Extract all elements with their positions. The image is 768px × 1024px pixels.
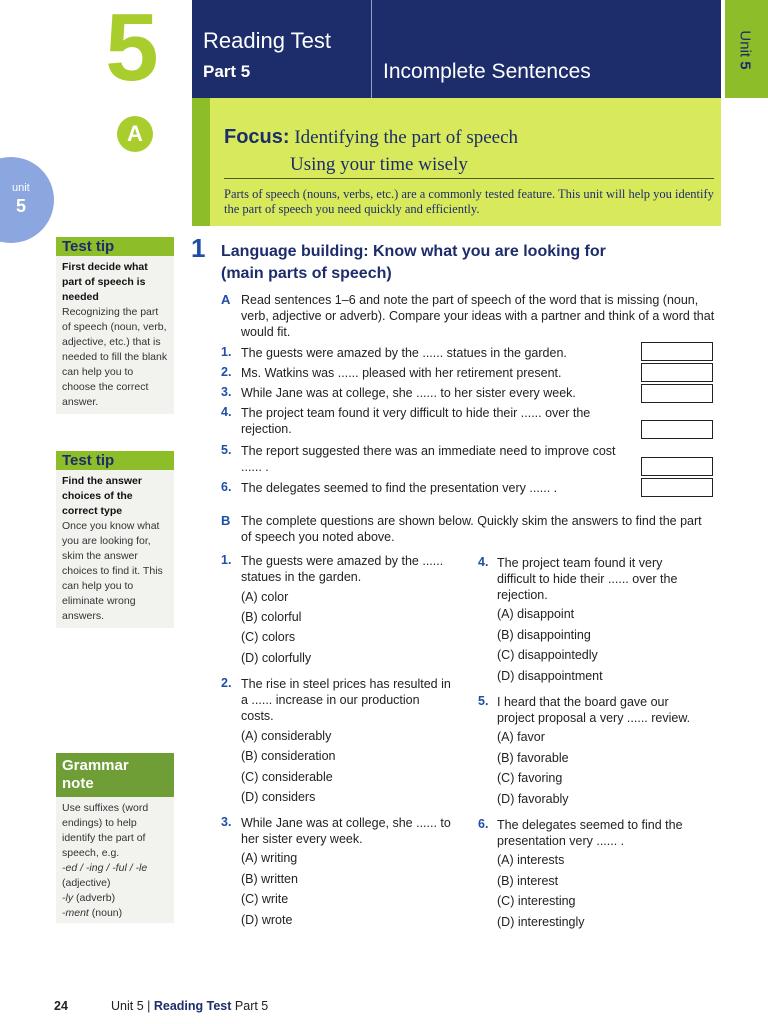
answer-option[interactable]: (D) colorfully — [241, 651, 312, 665]
answer-option[interactable]: (D) interestingly — [497, 915, 585, 929]
answer-option[interactable]: (A) considerably — [241, 729, 332, 743]
tip-bold: Find the answer choices of the correct type — [62, 475, 142, 517]
item-number: 4. — [221, 405, 232, 419]
answer-option[interactable]: (B) consideration — [241, 749, 336, 763]
test-tip-2 — [56, 451, 174, 628]
item-text: Ms. Watkins was ...... pleased with her retirement present. — [241, 366, 562, 380]
tip-bold: First decide what part of speech is needed — [62, 261, 148, 303]
answer-option[interactable]: (C) interesting — [497, 894, 576, 908]
part-a-instructions: Read sentences 1–6 and note the part of speech of the word that is missing (noun, verb, adjective or adverb). Compare your ideas with a partner and think of a word that would fit. — [241, 293, 715, 339]
question-number: 1. — [221, 553, 232, 567]
tip-heading: Test tip — [56, 237, 174, 256]
answer-option[interactable]: (C) disappointedly — [497, 648, 598, 662]
question-number: 6. — [478, 817, 489, 831]
test-tip-1 — [56, 237, 174, 414]
exercise-title: Language building: Know what you are looking for (main parts of speech) — [221, 243, 606, 282]
focus-subtitle: Using your time wisely — [290, 154, 468, 175]
item-text: The delegates seemed to find the presentation very ...... . — [241, 481, 558, 495]
page-number: 24 — [54, 999, 68, 1013]
header-section-title: Incomplete Sentences — [383, 60, 591, 83]
answer-option[interactable]: (B) written — [241, 872, 298, 886]
answer-option[interactable]: (B) colorful — [241, 610, 302, 624]
answer-box[interactable] — [641, 457, 713, 476]
grammar-note: Grammar note Use suffixes (word endings) to help identify the part of speech, e.g. -ed / -ing / -ful / -le (adjective) -ly (adverb) -ment (noun) — [56, 753, 174, 923]
answer-box[interactable] — [641, 363, 713, 382]
footer-running-head: Unit 5 | Reading Test Part 5 — [111, 999, 269, 1013]
answer-box[interactable] — [641, 342, 713, 361]
part-b-instructions: The complete questions are shown below. Quickly skim the answers to find the part of speech you noted above. — [241, 514, 702, 544]
answer-option[interactable]: (C) write — [241, 892, 289, 906]
question-number: 3. — [221, 815, 232, 829]
item-number: 3. — [221, 385, 232, 399]
answer-option[interactable]: (C) colors — [241, 630, 296, 644]
question-text: The rise in steel prices has resulted in a ...... increase in our production costs. — [241, 677, 451, 723]
answer-option[interactable]: (C) considerable — [241, 770, 333, 784]
question-number: 5. — [478, 694, 489, 708]
header-part: Part 5 — [203, 62, 251, 81]
question-text: The delegates seemed to find the presentation very ...... . — [497, 818, 683, 848]
answer-option[interactable]: (D) considers — [241, 790, 316, 804]
part-a-label: A — [221, 292, 231, 307]
answer-option[interactable]: (A) favor — [497, 730, 545, 744]
answer-option[interactable]: (B) disappointing — [497, 628, 591, 642]
part-b-label: B — [221, 513, 231, 528]
unit-bubble-number: 5 — [16, 196, 27, 216]
answer-box[interactable] — [641, 384, 713, 403]
tip-heading: Test tip — [56, 451, 174, 470]
question-number: 4. — [478, 555, 489, 569]
item-text: While Jane was at college, she ...... to her sister every week. — [241, 386, 576, 400]
focus-description: Parts of speech (nouns, verbs, etc.) are a commonly tested feature. This unit will help you identify the part of speech you need quickly and efficiently. — [224, 187, 714, 216]
header-divider — [371, 0, 372, 98]
tip-text: Recognizing the part of speech (noun, verb, adjective, etc.) that is needed to fill the blank can help you to choose the correct answer. — [62, 306, 168, 408]
question-number: 2. — [221, 676, 232, 690]
answer-box[interactable] — [641, 478, 713, 497]
answer-option[interactable]: (A) writing — [241, 851, 298, 865]
answer-option[interactable]: (D) favorably — [497, 792, 569, 806]
question-text: The project team found it very difficult to hide their ...... over the rejection. — [497, 556, 678, 602]
unit-number: 5 — [105, 0, 159, 101]
answer-option[interactable]: (C) favoring — [497, 771, 563, 785]
question-text: The guests were amazed by the ...... statues in the garden. — [241, 554, 444, 584]
answer-option[interactable]: (B) favorable — [497, 751, 569, 765]
answer-option[interactable]: (B) interest — [497, 874, 559, 888]
item-number: 2. — [221, 365, 232, 379]
question-text: I heard that the board gave our project proposal a very ...... review. — [497, 695, 691, 725]
answer-option[interactable]: (A) color — [241, 590, 289, 604]
focus-accent-bar — [192, 98, 210, 226]
unit-tab-label: Unit 5 — [736, 30, 754, 70]
item-number: 1. — [221, 345, 232, 359]
focus-divider — [224, 178, 714, 179]
focus-title: Focus: Identifying the part of speech — [224, 126, 519, 148]
unit-bubble-word: unit — [12, 182, 30, 194]
exercise-number: 1 — [191, 233, 206, 263]
answer-box[interactable] — [641, 420, 713, 439]
tip-text: Once you know what you are looking for, skim the answer choices to find it. This can help you to eliminate wrong answers. — [62, 520, 163, 622]
unit-bubble — [0, 157, 54, 243]
item-text: The report suggested there was an immediate need to improve cost ...... . — [241, 444, 616, 474]
grammar-heading: Grammar note — [56, 753, 174, 797]
item-number: 6. — [221, 480, 232, 494]
header-title: Reading Test — [203, 28, 332, 53]
item-number: 5. — [221, 443, 232, 457]
answer-option[interactable]: (A) disappoint — [497, 607, 575, 621]
answer-option[interactable]: (A) interests — [497, 853, 565, 867]
grammar-text: Use suffixes (word endings) to help identify the part of speech, e.g. — [62, 802, 149, 859]
item-text: The project team found it very difficult to hide their ...... over the rejection. — [241, 406, 591, 436]
answer-option[interactable]: (D) disappointment — [497, 669, 603, 683]
question-text: While Jane was at college, she ...... to her sister every week. — [241, 816, 451, 846]
item-text: The guests were amazed by the ...... statues in the garden. — [241, 346, 567, 360]
answer-option[interactable]: (D) wrote — [241, 913, 293, 927]
section-badge: A — [117, 116, 153, 152]
